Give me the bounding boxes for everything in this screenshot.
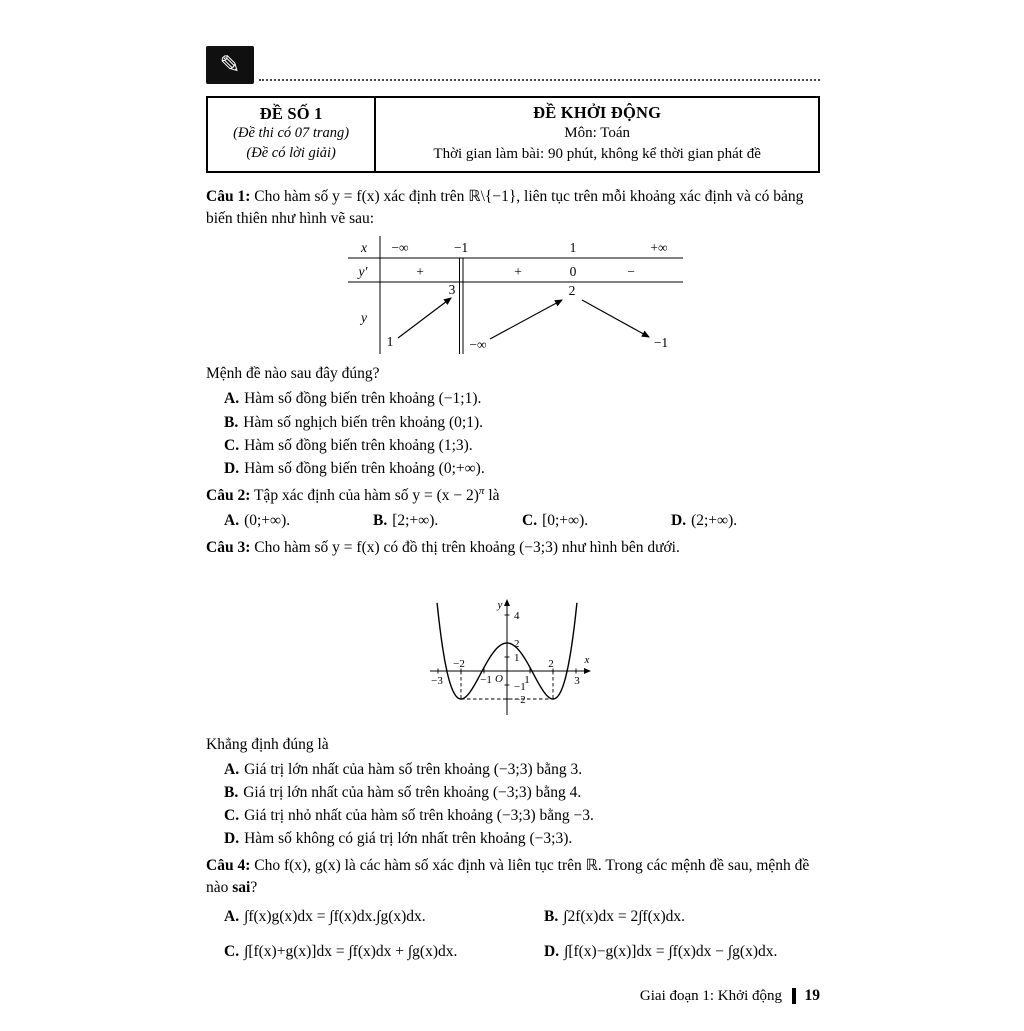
- yprime-row-label: y′: [358, 264, 368, 280]
- y-tick-label-neg2: −2: [514, 693, 526, 706]
- option-a-label: A.: [224, 907, 240, 925]
- exam-duration: Thời gian làm bài: 90 phút, không kể thời gian phát đề: [433, 145, 761, 162]
- option-c: [522, 512, 671, 530]
- option-c: [224, 940, 544, 963]
- origin-label: O: [495, 672, 503, 685]
- option-a: [224, 387, 820, 410]
- question-2-text-post: là: [484, 487, 500, 505]
- exam-header-right-cell: [375, 97, 819, 172]
- function-graph-svg: [421, 563, 603, 725]
- y-value-neg-inf: −∞: [469, 337, 487, 353]
- question-2-label: Câu 2:: [206, 487, 251, 505]
- yprime-sign-1: +: [416, 264, 424, 280]
- option-b-label: B.: [373, 511, 388, 529]
- x-row-label: x: [361, 240, 367, 256]
- x-tick-label-neg2: −2: [453, 657, 465, 670]
- y-tick-label-neg1: −1: [514, 680, 526, 693]
- x-tick-label-3: 3: [574, 674, 580, 687]
- exam-header-left-cell: [207, 97, 375, 172]
- question-2-options: [206, 512, 820, 530]
- option-d-label: D.: [544, 942, 560, 960]
- x-value-neg1: −1: [453, 240, 469, 256]
- option-c-label: C.: [224, 942, 240, 960]
- x-tick-label-neg1: −1: [480, 673, 492, 686]
- question-3-text: Cho hàm số y = f(x) có đồ thị trên khoảng (−3;3) như hình bên dưới.: [254, 538, 680, 556]
- option-c-text: ∫[f(x)+g(x)]dx = ∫f(x)dx + ∫g(x)dx.: [244, 942, 458, 960]
- option-a-text: ∫f(x)g(x)dx = ∫f(x)dx.∫g(x)dx.: [244, 907, 426, 925]
- option-d-text: Hàm số đồng biến trên khoảng (0;+∞).: [244, 460, 485, 478]
- question-4-text-post: ?: [250, 878, 258, 896]
- option-c-label: C.: [522, 511, 538, 529]
- y-tick-label-1: 1: [514, 651, 520, 664]
- option-c-label: C.: [224, 436, 240, 454]
- option-a-text: (0;+∞).: [244, 511, 291, 529]
- yprime-zero: 0: [569, 264, 577, 280]
- question-1-text: Cho hàm số y = f(x) xác định trên ℝ\{−1}, liên tục trên mỗi khoảng xác định và có bảng biến thiên như hình vẽ sau:: [206, 188, 804, 228]
- question-1-stem: Mệnh đề nào sau đây đúng?: [206, 365, 380, 383]
- question-4-label: Câu 4:: [206, 856, 251, 874]
- option-b-label: B.: [544, 907, 559, 925]
- option-b-text: [2;+∞).: [392, 511, 439, 529]
- y-value-start: 1: [386, 334, 394, 350]
- dotted-divider: [259, 79, 820, 81]
- option-d: [224, 827, 820, 850]
- exam-number-title: ĐỀ SỐ 1: [259, 104, 323, 124]
- option-d-text: Hàm số không có giá trị lớn nhất trên khoảng (−3;3).: [244, 830, 573, 848]
- option-a: [224, 758, 820, 781]
- y-value-max-2: 2: [568, 283, 576, 299]
- option-a-label: A.: [224, 511, 240, 529]
- y-value-limit-3: 3: [448, 282, 456, 298]
- decrease-arrow: [582, 300, 649, 337]
- page-number: 19: [804, 987, 820, 1005]
- function-graph: [421, 563, 820, 730]
- increase-arrow-2: [490, 300, 562, 339]
- question-1: [206, 186, 820, 484]
- pencil-glyph: ✎: [219, 52, 241, 79]
- exam-pages-note: (Đề thi có 07 trang): [233, 125, 350, 142]
- question-4-emphasis: sai: [232, 878, 251, 896]
- option-a-text: Hàm số đồng biến trên khoảng (−1;1).: [244, 390, 482, 408]
- footer-divider-bar: [792, 988, 796, 1004]
- option-d-text: ∫[f(x)−g(x)]dx = ∫f(x)dx − ∫g(x)dx.: [564, 942, 778, 960]
- question-1-label: Câu 1:: [206, 188, 251, 206]
- yprime-sign-3: −: [627, 264, 635, 280]
- exam-solution-note: (Đề có lời giải): [246, 144, 336, 161]
- question-2-exponent: π: [478, 485, 485, 498]
- option-b: [544, 905, 820, 928]
- pencil-icon: [206, 46, 254, 84]
- option-c-text: Hàm số đồng biến trên khoảng (1;3).: [244, 436, 473, 454]
- question-4: [206, 855, 820, 974]
- y-value-end: −1: [653, 335, 669, 351]
- x-tick-label-1: 1: [524, 673, 530, 686]
- question-3-options: [206, 758, 820, 851]
- y-tick-label-4: 4: [514, 609, 520, 622]
- x-tick-label-neg3: −3: [431, 674, 443, 687]
- exam-header-table: [206, 96, 820, 173]
- option-b: [224, 411, 820, 434]
- question-3-label: Câu 3:: [206, 538, 251, 556]
- variation-table: [348, 236, 820, 359]
- option-c-label: C.: [224, 807, 240, 825]
- question-2: [206, 484, 820, 536]
- option-b-text: Giá trị lớn nhất của hàm số trên khoảng (−3;3) bằng 4.: [243, 783, 582, 801]
- increase-arrow-1: [398, 298, 451, 338]
- x-tick-label-2: 2: [548, 657, 554, 670]
- option-b-label: B.: [224, 783, 239, 801]
- footer-section-title: Giai đoạn 1: Khởi động: [639, 987, 782, 1004]
- option-a-text: Giá trị lớn nhất của hàm số trên khoảng (−3;3) bằng 3.: [244, 760, 583, 778]
- page-footer: [206, 973, 820, 1005]
- exam-subject: Môn: Toán: [564, 125, 631, 141]
- exam-title: ĐỀ KHỞI ĐỘNG: [533, 103, 662, 122]
- question-4-options: [206, 905, 820, 964]
- x-value-neg-inf: −∞: [391, 240, 409, 256]
- option-b: [373, 512, 522, 530]
- y-tick-label-2: 2: [514, 637, 520, 650]
- x-value-1: 1: [569, 240, 577, 256]
- question-4-text: Cho f(x), g(x) là các hàm số xác định và liên tục trên ℝ. Trong các mệnh đề sau, mệnh đề nào: [206, 856, 810, 896]
- option-c: [224, 804, 820, 827]
- option-d-text: (2;+∞).: [691, 511, 738, 529]
- pencil-divider-row: [206, 46, 820, 84]
- option-b-text: ∫2f(x)dx = 2∫f(x)dx.: [563, 907, 686, 925]
- question-3: [206, 537, 820, 855]
- option-c: [224, 434, 820, 457]
- y-axis-label: y: [497, 598, 503, 611]
- question-2-text: Tập xác định của hàm số y = (x − 2): [253, 487, 479, 505]
- option-a-label: A.: [224, 760, 240, 778]
- option-c-text: Giá trị nhỏ nhất của hàm số trên khoảng (−3;3) bằng −3.: [244, 807, 594, 825]
- option-a-label: A.: [224, 390, 240, 408]
- option-a: [224, 905, 544, 928]
- option-d: [671, 512, 820, 530]
- option-b: [224, 781, 820, 804]
- option-b-label: B.: [224, 413, 239, 431]
- x-axis-label: x: [584, 653, 590, 666]
- y-row-label: y: [361, 310, 367, 326]
- variation-table-svg: [348, 236, 683, 354]
- option-b-text: Hàm số nghịch biến trên khoảng (0;1).: [243, 413, 483, 431]
- option-d-label: D.: [671, 511, 687, 529]
- option-d-label: D.: [224, 460, 240, 478]
- option-c-text: [0;+∞).: [542, 511, 589, 529]
- question-3-stem: Khẳng định đúng là: [206, 735, 329, 753]
- x-value-pos-inf: +∞: [650, 240, 668, 256]
- yprime-sign-2: +: [514, 264, 522, 280]
- option-a: [224, 512, 373, 530]
- option-d-label: D.: [224, 830, 240, 848]
- option-d: [224, 457, 820, 480]
- option-d: [544, 940, 820, 963]
- question-1-options: [206, 387, 820, 480]
